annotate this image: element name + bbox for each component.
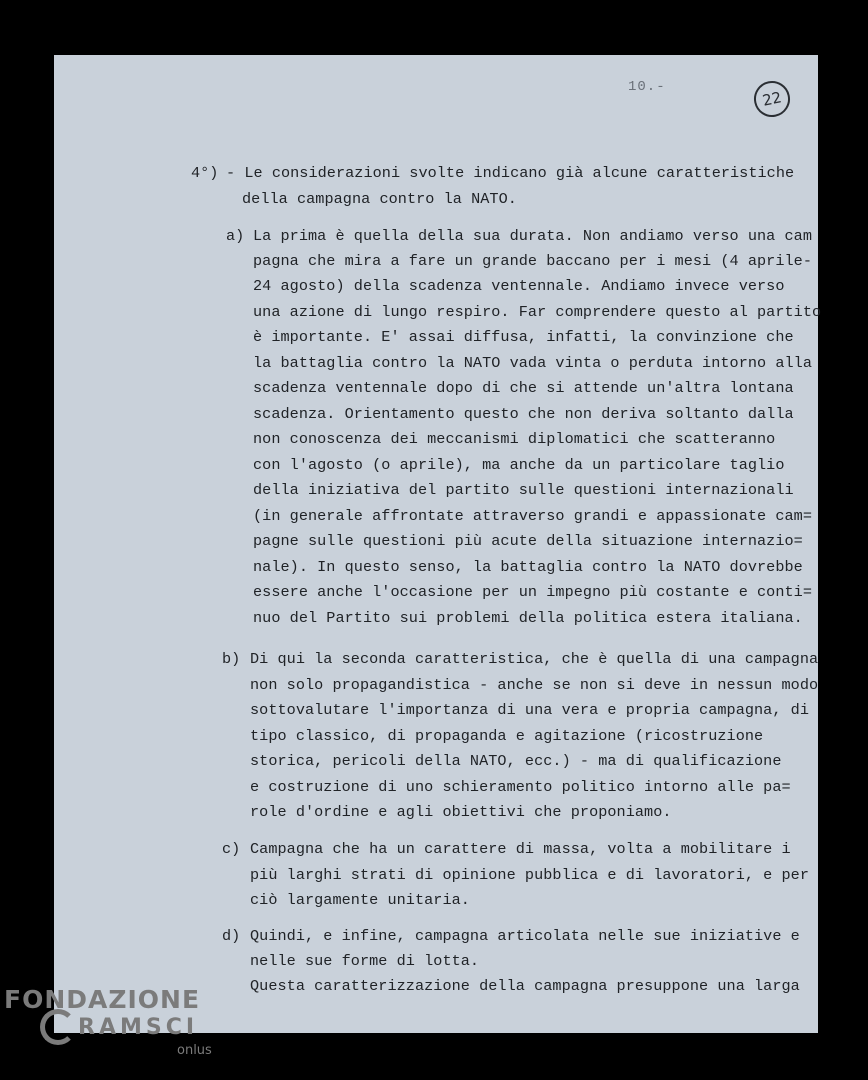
item-b-line: sottovalutare l'importanza di una vera e propria campagna, di <box>250 701 810 719</box>
item-a-line: la battaglia contro la NATO vada vinta o perduta intorno alla <box>253 354 813 372</box>
item-d-line: Questa caratterizzazione della campagna presuppone una larga <box>250 977 800 995</box>
item-d-line: nelle sue forme di lotta. <box>250 952 480 970</box>
item-a-line: una azione di lungo respiro. Far comprendere questo al partito <box>253 303 822 321</box>
fondazione-gramsci-watermark <box>4 985 212 1058</box>
item-marker-a: a) <box>226 227 245 245</box>
item-a-line: della iniziativa del partito sulle questioni internazionali <box>253 481 794 499</box>
item-b-line: e costruzione di uno schieramento politico intorno alle pa= <box>250 778 791 796</box>
item-a-line: è importante. E' assai diffusa, infatti, la convinzione che <box>253 328 794 346</box>
item-b-line: role d'ordine e agli obiettivi che proponiamo. <box>250 803 672 821</box>
item-a-line: nale). In questo senso, la battaglia contro la NATO dovrebbe <box>253 558 803 576</box>
item-a-line: 24 agosto) della scadenza ventennale. Andiamo invece verso <box>253 277 785 295</box>
section-line: - Le considerazioni svolte indicano già alcune caratteristiche <box>226 164 795 182</box>
gramsci-g-logo-icon <box>40 1009 76 1045</box>
document-page <box>54 55 822 1033</box>
item-a-line: pagne sulle questioni più acute della situazione internazio= <box>253 532 803 550</box>
watermark-line-1: FONDAZIONE <box>4 985 201 1014</box>
item-a-line: pagna che mira a fare un grande baccano per i mesi (4 aprile- <box>253 252 813 270</box>
item-a-line: nuo del Partito sui problemi della politica estera italiana. <box>253 609 803 627</box>
item-b-line: non solo propagandistica - anche se non si deve in nessun modo <box>250 676 819 694</box>
watermark-line-2: RAMSCI <box>78 1015 199 1040</box>
item-a-line: con l'agosto (o aprile), ma anche da un particolare taglio <box>253 456 785 474</box>
item-c-line: Campagna che ha un carattere di massa, volta a mobilitare i <box>250 840 791 858</box>
watermark-line-3: onlus <box>177 1043 212 1058</box>
item-a-line: scadenza. Orientamento questo che non deriva soltanto dalla <box>253 405 794 423</box>
item-a-line: scadenza ventennale dopo di che si attende un'altra lontana <box>253 379 794 397</box>
item-a-line: La prima è quella della sua durata. Non andiamo verso una cam <box>253 227 813 245</box>
item-marker-b: b) <box>222 650 241 668</box>
item-a-line: essere anche l'occasione per un impegno più costante e conti= <box>253 583 813 601</box>
item-d-line: Quindi, e infine, campagna articolata nelle sue iniziative e <box>250 927 800 945</box>
item-marker-d: d) <box>222 927 241 945</box>
section-line: della campagna contro la NATO. <box>242 190 517 208</box>
item-a-line: non conoscenza dei meccanismi diplomatici che scatteranno <box>253 430 776 448</box>
page-number: 10.- <box>628 79 666 95</box>
item-marker-c: c) <box>222 840 241 858</box>
item-b-line: storica, pericoli della NATO, ecc.) - ma di qualificazione <box>250 752 782 770</box>
handwritten-page-number: 22 <box>751 78 794 121</box>
section-number: 4°) <box>191 164 219 182</box>
item-b-line: Di qui la seconda caratteristica, che è quella di una campagna <box>250 650 819 668</box>
item-c-line: ciò largamente unitaria. <box>250 891 470 909</box>
item-c-line: più larghi strati di opinione pubblica e di lavoratori, e per <box>250 866 810 884</box>
item-a-line: (in generale affrontate attraverso grandi e appassionate cam= <box>253 507 813 525</box>
item-b-line: tipo classico, di propaganda e agitazione (ricostruzione <box>250 727 764 745</box>
